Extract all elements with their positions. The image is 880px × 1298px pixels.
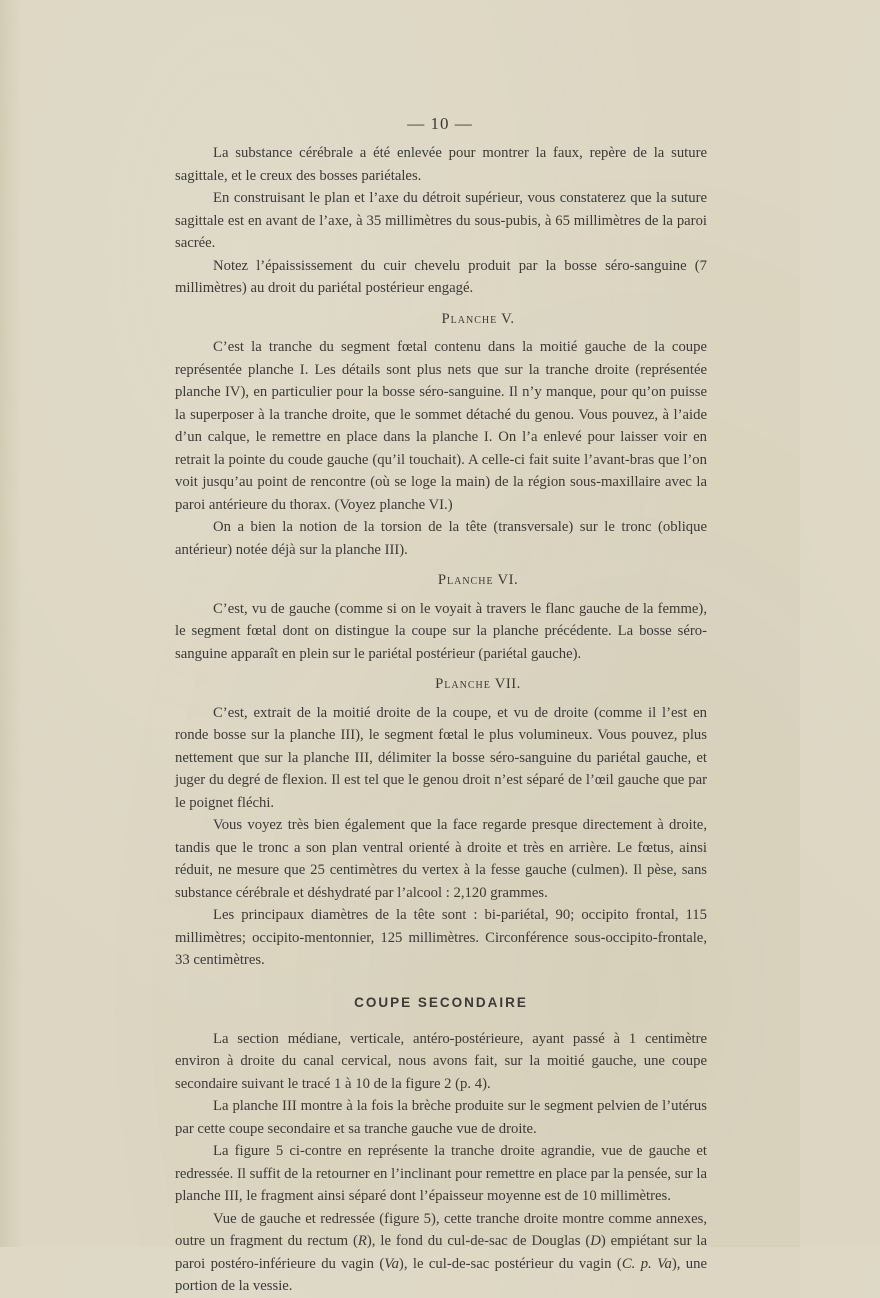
italic-label-d: D [590,1233,601,1249]
paragraph: Notez l’épaississement du cuir chevelu produit par la bosse séro-sanguine (7 millimètres) au droit du pariétal postérieur engagé. [175,257,707,296]
paragraph: La figure 5 ci-contre en représente la tranche droite agrandie, vue de gauche et redressée. Il suffit de la retourner en l’inclinant pour remettre en place par la pensée, sur la planche III, le fragment ainsi séparé dont l’épaisseur moyenne est de 10 millimètres. [175,1143,707,1204]
page-number: — 10 — [407,114,473,133]
paragraph: C’est, extrait de la moitié droite de la coupe, et vu de droite (comme il l’est en ronde bosse sur la planche III), le segment fœtal le plus volumineux. Vous pouvez, plus nettement que sur la planche III, délimiter la bosse séro-sanguine du pariétal gauche, et juger du degré de flexion. Il est tel que le genou droit n’est séparé de l’œil gauche que par le poignet fléchi. [175,704,707,811]
plate-v-heading [175,308,707,331]
text-run: Vue de gauche et redressée (figure 5), cette tranche droite montre comme annexes, outre un fragment du rectum ( [175,1210,707,1249]
paragraph: La planche III montre à la fois la brèche produite sur le segment pelvien de l’utérus par cette coupe secondaire et sa tranche gauche vue de droite. [175,1098,707,1137]
plate-number: VI. [497,572,519,588]
paragraph: Vous voyez très bien également que la face regarde presque directement à droite, tandis que le tronc a son plan ventral orienté à droite et très en arrière. Le fœtus, ainsi réduit, ne mesure que 25 centimètres du vertex à la fesse gauche (culmen). Il pèse, sans substance cérébrale et déshydraté par l’alcool : 2,120 grammes. [175,817,707,901]
plate-number: VII. [494,676,521,692]
plate-word: Planche [441,310,498,327]
italic-label-r: R [357,1233,367,1249]
italic-label-va: Va [384,1255,399,1272]
paragraph: La section médiane, verticale, antéro-postérieure, ayant passé à 1 centimètre environ à droite du canal cervical, nous avons fait, sur la moitié gauche, une coupe secondaire suivant le tracé 1 à 10 de la figure 2 (p. 4). [175,1030,707,1092]
plate-vii-heading [175,673,707,696]
plate-number: V. [501,310,515,327]
paragraph: C’est, vu de gauche (comme si on le voyait à travers le flanc gauche de la femme), le segment fœtal dont on distingue la coupe sur la planche précédente. La bosse séro-sanguine apparaît en plein sur le pariétal postérieur (pariétal gauche). [175,600,707,662]
text-run: ) empiétant sur la paroi postéro-inférieure du vagin ( [175,1233,707,1272]
paragraph: La substance cérébrale a été enlevée pour montrer la faux, repère de la suture sagittale, et le creux des bosses pariétales. [175,145,707,184]
italic-label-cpva: C. p. Va [621,1255,672,1272]
text-run: ), le fond du cul-de-sac de Douglas ( [366,1233,591,1249]
paragraph: En construisant le plan et l’axe du détroit supérieur, vous constaterez que la suture sagittale est en avant de l’axe, à 35 millimètres du sous-pubis, à 65 millimètres de la paroi sacrée. [175,190,707,251]
text-run: ), le cul-de-sac postérieur du vagin ( [398,1255,622,1272]
plate-word: Planche [435,676,491,692]
plate-word: Planche [437,572,494,588]
page-edge-shadow [0,0,22,1247]
paragraph: On a bien la notion de la torsion de la tête (transversale) sur le tronc (oblique antérieur) notée déjà sur la planche III). [175,519,707,558]
paragraph: C’est la tranche du segment fœtal contenu dans la moitié gauche de la coupe représentée planche I. Les détails sont plus nets que sur la tranche droite (représentée planche IV), en particulier pour la bosse séro-sanguine. Il n’y manque, pour qu’on puisse la superposer à la tranche droite, que le sommet détaché du genou. Vous pouvez, à l’aide d’un calque, le remettre en place dans la planche I. On l’a enlevé pour laisser voir en retrait la pointe du coude gauche (qu’il touchait). A celle-ci fait suite l’avant-bras que l’on voit jusqu’au point de rencontre (où se loge la main) de la région sous-maxillaire avec la paroi antérieure du thorax. (Voyez planche VI.) [175,339,707,513]
plate-vi-heading [175,569,707,592]
text-run: ), une portion de la vessie. [175,1255,707,1294]
paragraph: Les principaux diamètres de la tête sont : bi-pariétal, 90; occipito frontal, 115 millimètres; occipito-mentonnier, 125 millimètres. Circonférence sous-occipito-frontale, 33 centimètres. [175,907,707,968]
paragraph-with-italics [175,1208,707,1298]
page-body [175,142,707,1298]
section-heading-coupe-secondaire: COUPE SECONDAIRE [354,994,528,1010]
